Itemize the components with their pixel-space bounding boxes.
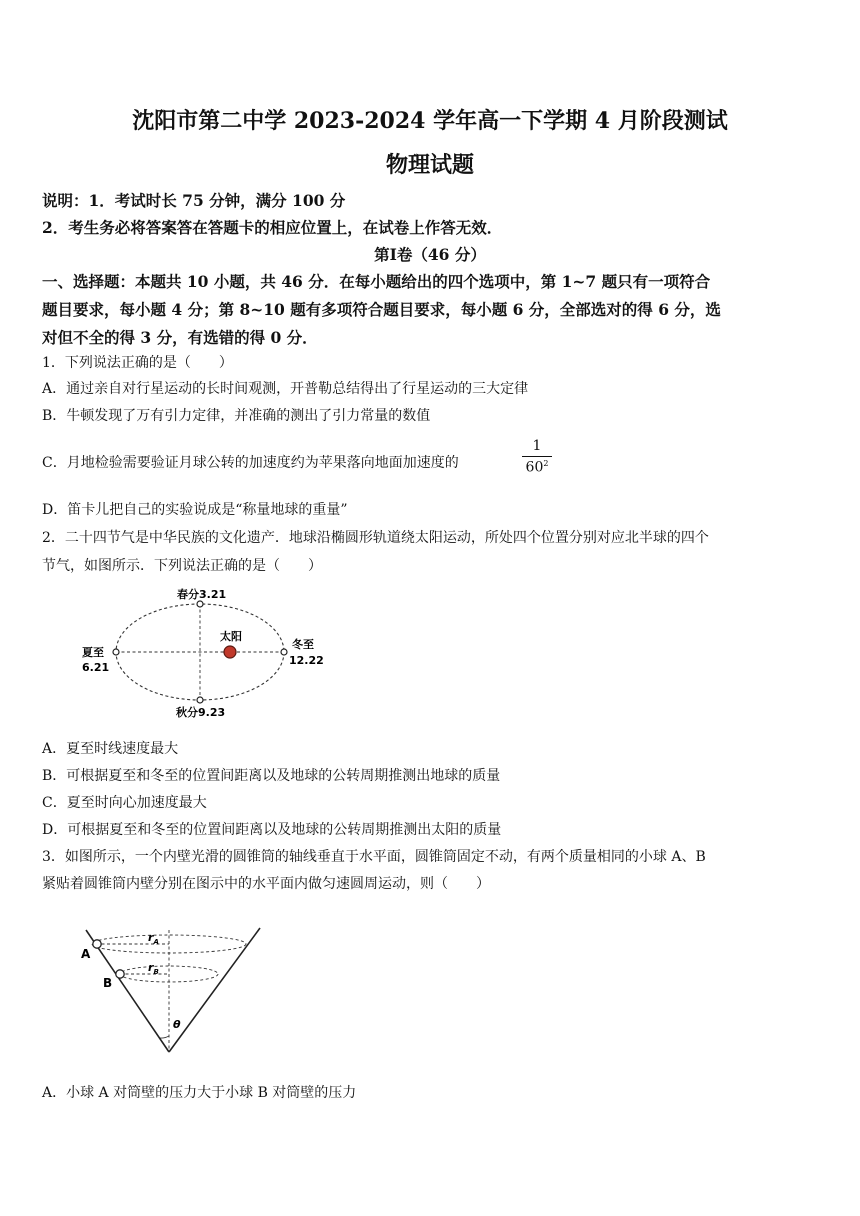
earth-spring-marker [197, 601, 203, 607]
note-2: 2．考生务必将答案答在答题卡的相应位置上，在试卷上作答无效． [42, 218, 503, 237]
ball-a [93, 940, 101, 948]
exam-subject-title: 物理试题 [385, 152, 474, 178]
fraction-bar [522, 456, 552, 457]
orbit-diagram [76, 582, 346, 724]
q2-option-b: B．可根据夏至和冬至的位置间距离以及地球的公转周期推测出地球的质量 [42, 768, 501, 784]
q2-stem-line-1: 2．二十四节气是中华民族的文化遗产．地球沿椭圆形轨道绕太阳运动，所处四个位置分别对应北半球的四个 [42, 530, 709, 546]
radius-b-label: $r_B$ [148, 961, 159, 976]
autumn-equinox-label: 秋分9.23 [176, 706, 226, 719]
winter-solstice-name: 冬至 [292, 638, 314, 651]
earth-winter-marker [281, 649, 287, 655]
instruction-line-2: 题目要求，每小题 4 分；第 8~10 题有多项符合题目要求，每小题 6 分，全部选对的得 6 分，选 [42, 300, 721, 319]
earth-summer-marker [113, 649, 119, 655]
instruction-line-1: 一、选择题：本题共 10 小题，共 46 分．在每小题给出的四个选项中，第 1~7 题只有一项符合 [42, 272, 711, 291]
q1-option-c-fraction [522, 438, 552, 476]
exam-title: 沈阳市第二中学 2023-2024 学年高一下学期 4 月阶段测试 [132, 108, 728, 134]
spring-equinox-label: 春分3.21 [177, 588, 227, 601]
q2-stem-line-2: 节气，如图所示．下列说法正确的是（ ） [42, 558, 322, 574]
radius-a-label: $r_A$ [148, 931, 159, 946]
theta-label: θ [173, 1018, 181, 1031]
q3-stem-line-1: 3．如图所示，一个内壁光滑的圆锥筒的轴线垂直于水平面，圆锥筒固定不动，有两个质量相同的小球 A、B [42, 849, 706, 865]
winter-solstice-date: 12.22 [289, 654, 324, 667]
sun-icon [224, 646, 236, 658]
q3-stem-line-2: 紧贴着圆锥筒内壁分别在图示中的水平面内做匀速圆周运动，则（ ） [42, 876, 490, 892]
q2-option-d: D．可根据夏至和冬至的位置间距离以及地球的公转周期推测出太阳的质量 [42, 822, 502, 838]
cone-right-wall [169, 928, 260, 1052]
earth-autumn-marker [197, 697, 203, 703]
fraction-numerator: 1 [532, 438, 542, 454]
theta-angle-arc [160, 1036, 169, 1038]
q2-option-c: C．夏至时向心加速度最大 [42, 795, 207, 811]
q1-stem: 1．下列说法正确的是（ ） [42, 355, 233, 371]
q1-option-d: D．笛卡儿把自己的实验说成是“称量地球的重量” [42, 502, 348, 518]
q1-option-a: A．通过亲自对行星运动的长时间观测，开普勒总结得出了行星运动的三大定律 [42, 381, 529, 397]
ball-b [116, 970, 124, 978]
summer-solstice-name: 夏至 [82, 646, 104, 659]
sun-label: 太阳 [220, 630, 242, 643]
q3-option-a: A．小球 A 对筒壁的压力大于小球 B 对筒壁的压力 [42, 1085, 357, 1101]
summer-solstice-date: 6.21 [82, 661, 110, 674]
instruction-line-3: 对但不全的得 3 分，有选错的得 0 分． [42, 328, 318, 347]
ball-a-label: A [81, 947, 91, 961]
cone-diagram [74, 920, 274, 1058]
section-heading: 第Ⅰ卷（46 分） [374, 245, 486, 264]
fraction-denominator-exponent: 2 [543, 459, 549, 468]
note-1: 说明：1．考试时长 75 分钟，满分 100 分 [42, 191, 346, 210]
fraction-denominator [522, 459, 552, 476]
q2-option-a: A．夏至时线速度最大 [42, 741, 179, 757]
q1-option-b: B．牛顿发现了万有引力定律，并准确的测出了引力常量的数值 [42, 408, 431, 424]
q1-option-c: C．月地检验需要验证月球公转的加速度约为苹果落向地面加速度的 [42, 455, 459, 471]
ball-b-label: B [103, 976, 113, 990]
fraction-denominator-base: 60 [525, 459, 544, 476]
